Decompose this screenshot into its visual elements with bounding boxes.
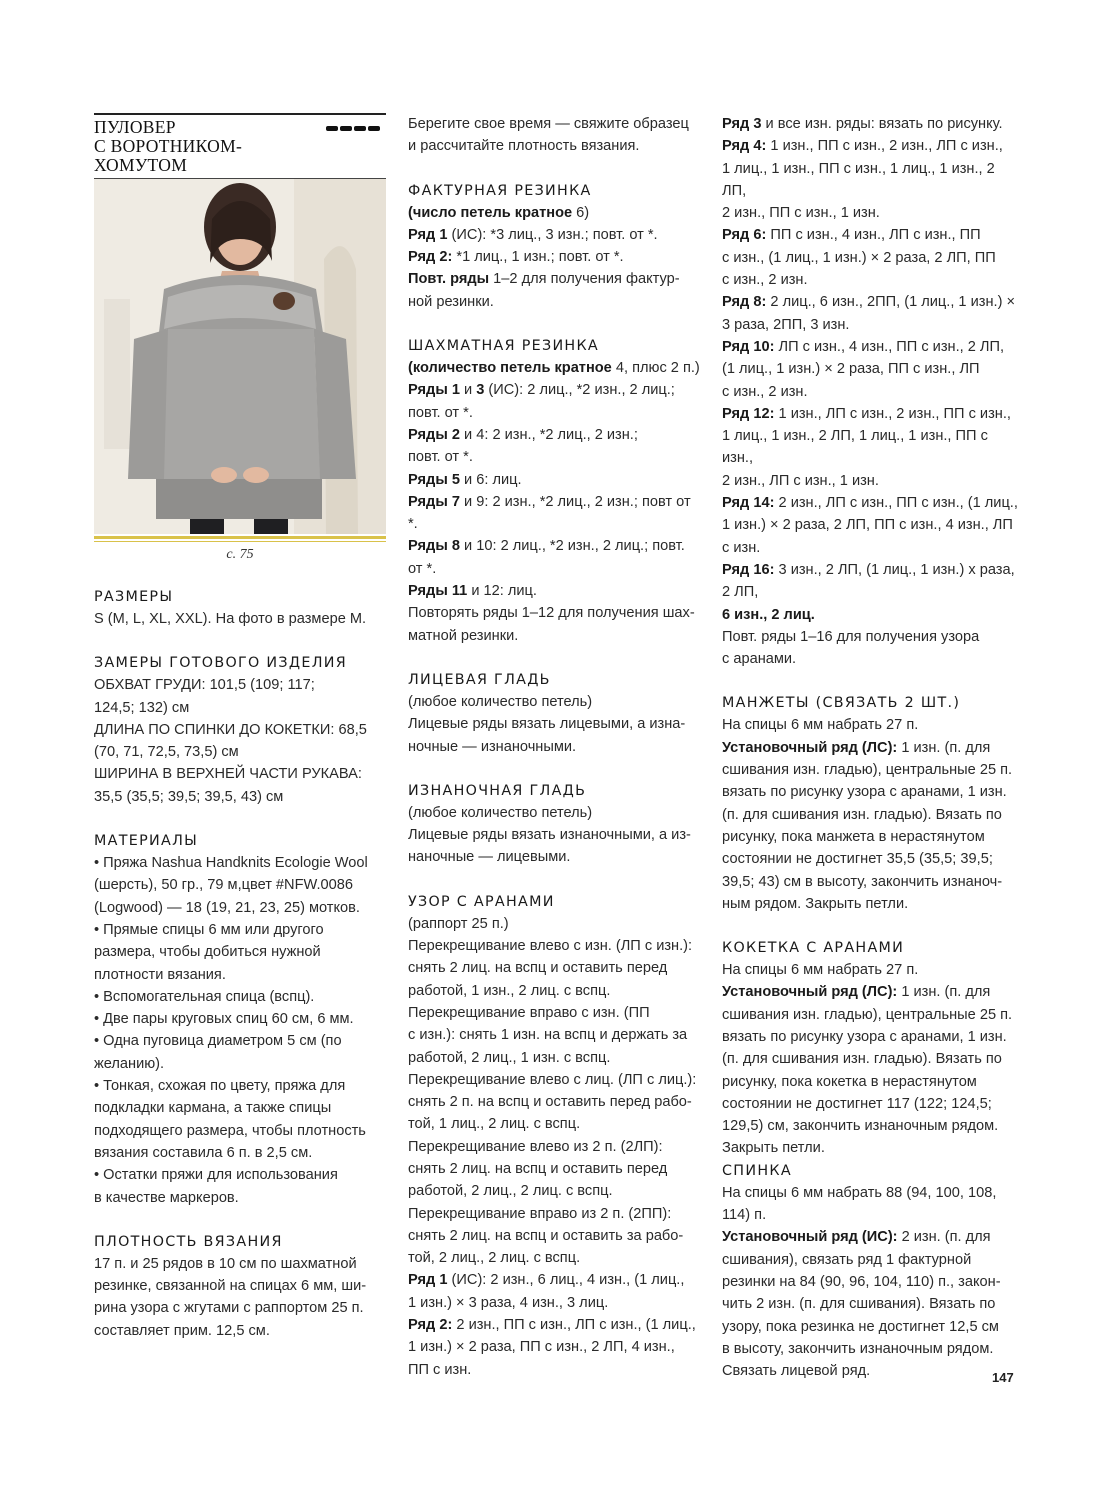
cuffs-line: 39,5; 43) см в высоту, закончить изнаноч- [722, 873, 1003, 890]
cuffs-line: рисунку, пока манжета в нерастянутом [722, 828, 985, 845]
yoke-line: рисунку, пока кокетка в нерастянутом [722, 1073, 977, 1090]
aran-row: 6 изн., 2 лиц. [722, 606, 815, 623]
aran-row: Ряд 4: 1 изн., ПП с изн., 2 изн., ЛП с изн., [722, 138, 1003, 155]
aran-line: (раппорт 25 п.) [408, 915, 509, 932]
aran-line: Перекрещивание влево с изн. (ЛП с изн.): [408, 938, 693, 955]
measurement-line: ДЛИНА ПО СПИНКИ ДО КОКЕТКИ: 68,5 [94, 721, 367, 738]
aran-row: с изн., (1 лиц., 1 изн.) × 2 раза, 2 ЛП, ПП [722, 249, 996, 266]
back-line: На спицы 6 мм набрать 88 (94, 100, 108, [722, 1184, 997, 1201]
textured-rib-heading: ФАКТУРНАЯ РЕЗИНКА [408, 182, 592, 199]
intro-line: Берегите свое время — свяжите образец [408, 116, 689, 132]
sizes-heading: РАЗМЕРЫ [94, 589, 174, 605]
aran-row: ПП с изн. [408, 1361, 472, 1378]
photo-rule-thin [94, 541, 386, 542]
column-right [722, 113, 1018, 1382]
cuffs-line: ным рядом. Закрыть петли. [722, 895, 909, 912]
aran-line: снять 2 лиц. на вспц и оставить перед [408, 1160, 668, 1177]
back-line: узору, пока резинка не достигнет 12,5 см [722, 1318, 999, 1335]
materials-line: плотности вязания. [94, 966, 226, 983]
aran-line: работой, 1 изн., 2 лиц. с вспц. [408, 982, 611, 999]
intro-line: и рассчитайте плотность вязания. [408, 138, 640, 155]
aran-line: снять 2 п. на вспц и оставить перед рабо- [408, 1094, 692, 1111]
measurement-line: (70, 71, 72,5, 73,5) см [94, 744, 239, 761]
gauge-line: составляет прим. 12,5 см. [94, 1322, 270, 1339]
materials-line: • Тонкая, схожая по цвету, пряжа для [94, 1078, 346, 1095]
reverse-line: Лицевые ряды вязать изнаночными, а из- [408, 827, 691, 844]
check-rib-line: Ряды 2 и 4: 2 изн., *2 лиц., 2 изн.; [408, 426, 638, 443]
yoke-line: (п. для сшивания изн. гладью). Вязать по [722, 1051, 1002, 1068]
check-rib-heading: ШАХМАТНАЯ РЕЗИНКА [408, 338, 600, 355]
four-bar-difficulty-icon [326, 126, 380, 131]
aran-row: Ряд 10: ЛП с изн., 4 изн., ПП с изн., 2 ЛП, [722, 338, 1005, 355]
yoke-line: На спицы 6 мм набрать 27 п. [722, 962, 919, 979]
aran-row: с изн. [722, 539, 761, 556]
check-rib-line: (количество петель кратное 4, плюс 2 п.) [408, 360, 700, 377]
aran-heading: УЗОР С АРАНАМИ [408, 893, 555, 910]
materials-line: вязания составила 6 п. в 2,5 см. [94, 1144, 313, 1161]
photo-caption: с. 75 [226, 547, 254, 562]
back-line: Связать лицевой ряд. [722, 1363, 871, 1380]
materials-line: желанию). [94, 1055, 165, 1072]
cuffs-line: Установочный ряд (ЛС): 1 изн. (п. для [722, 739, 991, 756]
check-rib-line: Ряды 1 и 3 (ИС): 2 лиц., *2 изн., 2 лиц.; [408, 382, 675, 399]
check-rib-line: повт. от *. [408, 449, 473, 466]
materials-line: подкладки кармана, а также спицы [94, 1100, 332, 1117]
materials-line: подходящего размера, чтобы плотность [94, 1122, 366, 1139]
materials-line: • Одна пуговица диаметром 5 см (по [94, 1033, 342, 1050]
materials-line: • Прямые спицы 6 мм или другого [94, 921, 324, 938]
aran-row: 2 ЛП, [722, 584, 759, 601]
aran-row: (1 лиц., 1 изн.) × 2 раза, ПП с изн., ЛП [722, 361, 980, 378]
check-rib-line: Ряды 7 и 9: 2 изн., *2 лиц., 2 изн.; повт от *. [408, 493, 691, 533]
back-heading: СПИНКА [722, 1162, 792, 1179]
aran-line: снять 2 лиц. на вспц и оставить перед [408, 960, 668, 977]
page-number: 147 [992, 1370, 1014, 1385]
aran-row: 3 раза, 2ПП, 3 изн. [722, 316, 850, 333]
aran-repeat: с аранами. [722, 651, 797, 668]
aran-line: Перекрещивание вправо с изн. (ПП [408, 1004, 650, 1021]
stockinette-heading: ЛИЦЕВАЯ ГЛАДЬ [408, 671, 551, 688]
aran-line: Перекрещивание вправо из 2 п. (2ПП): [408, 1205, 672, 1222]
aran-row: Ряд 1 (ИС): 2 изн., 6 лиц., 4 изн., (1 лиц., [408, 1272, 685, 1289]
aran-row: 1 изн.) × 3 раза, 4 изн., 3 лиц. [408, 1294, 609, 1311]
check-rib-line: Ряды 8 и 10: 2 лиц., *2 изн., 2 лиц.; повт. от *. [408, 538, 685, 577]
yoke-line: сшивания изн. гладью), центральные 25 п. [722, 1006, 1013, 1023]
materials-line: в качестве маркеров. [94, 1189, 239, 1206]
materials-line: (Logwood) — 18 (19, 21, 23, 25) мотков. [94, 899, 360, 916]
check-rib-line: повт. от *. [408, 404, 473, 421]
reverse-line: наночные — лицевыми. [408, 849, 571, 866]
materials-heading: МАТЕРИАЛЫ [94, 833, 199, 850]
aran-line: Перекрещивание влево с лиц. (ЛП с лиц.): [408, 1071, 697, 1088]
back-line: в высоту, закончить изнаночным рядом. [722, 1340, 994, 1357]
yoke-line: Закрыть петли. [722, 1140, 825, 1157]
aran-line: снять 2 лиц. на вспц и оставить за рабо- [408, 1227, 684, 1244]
materials-line: (шерсть), 50 гр., 79 м,цвет #NFW.0086 [94, 877, 353, 894]
aran-row: Ряд 6: ПП с изн., 4 изн., ЛП с изн., ПП [722, 227, 981, 244]
gauge-heading: ПЛОТНОСТЬ ВЯЗАНИЯ [94, 1233, 283, 1250]
textured-rib-line: Повт. ряды 1–2 для получения фактур- [408, 271, 680, 288]
aran-row: Ряд 16: 3 изн., 2 ЛП, (1 лиц., 1 изн.) х раза, [722, 561, 1015, 578]
gauge-line: рина узора с жгутами с раппортом 25 п. [94, 1300, 364, 1317]
cuffs-heading: МАНЖЕТЫ (СВЯЗАТЬ 2 ШТ.) [722, 695, 961, 712]
cuffs-line: состоянии не достигнет 35,5 (35,5; 39,5; [722, 851, 993, 868]
yoke-line: состоянии не достигнет 117 (122; 124,5; [722, 1095, 992, 1112]
aran-line: работой, 2 лиц., 2 лиц. с вспц. [408, 1183, 613, 1200]
aran-row: Ряд 12: 1 изн., ЛП с изн., 2 изн., ПП с изн., [722, 405, 1011, 422]
back-line: Установочный ряд (ИС): 2 изн. (п. для [722, 1229, 991, 1246]
cuffs-line: На спицы 6 мм набрать 27 п. [722, 717, 919, 734]
stockinette-line: (любое количество петель) [408, 693, 593, 710]
sweater-photo [94, 179, 386, 534]
materials-line: размера, чтобы добиться нужной [94, 944, 321, 961]
aran-line: Перекрещивание влево из 2 п. (2ЛП): [408, 1138, 663, 1155]
reverse-stockinette-heading: ИЗНАНОЧНАЯ ГЛАДЬ [408, 782, 587, 799]
pattern-title: ПУЛОВЕР С ВОРОТНИКОМ- ХОМУТОМ [94, 117, 243, 175]
gauge-line: резинке, связанной на спицах 6 мм, ши- [94, 1278, 367, 1295]
aran-row: 2 изн., ПП с изн., 1 изн. [722, 205, 880, 222]
column-middle [408, 113, 703, 1381]
model-in-grey-cowl-neck-sweater [94, 179, 386, 534]
measurement-line: 35,5 (35,5; 39,5; 39,5, 43) см [94, 788, 284, 805]
aran-row: Ряд 2: 2 изн., ПП с изн., ЛП с изн., (1 лиц., [408, 1317, 696, 1334]
aran-line: работой, 2 лиц., 1 изн. с вспц. [408, 1049, 611, 1066]
materials-line: • Остатки пряжи для использования [94, 1167, 338, 1184]
aran-line: той, 2 лиц., 2 лиц. с вспц. [408, 1250, 581, 1267]
measurement-line: ШИРИНА В ВЕРХНЕЙ ЧАСТИ РУКАВА: [94, 766, 362, 783]
column-left [94, 113, 386, 1342]
cuffs-line: вязать по рисунку узора с аранами, 1 изн. [722, 784, 1007, 801]
cuffs-line: сшивания изн. гладью), центральные 25 п. [722, 762, 1013, 779]
textured-rib-line: Ряд 1 (ИС): *3 лиц., 3 изн.; повт. от *. [408, 226, 658, 243]
gauge-line: 17 п. и 25 рядов в 10 см по шахматной [94, 1255, 357, 1272]
yoke-line: вязать по рисунку узора с аранами, 1 изн. [722, 1028, 1007, 1045]
materials-line: • Пряжа Nashua Handknits Ecologie Wool [94, 855, 368, 872]
aran-row: 1 лиц., 1 изн., 2 ЛП, 1 лиц., 1 изн., ПП с изн., [722, 428, 988, 467]
check-rib-line: Ряды 5 и 6: лиц. [408, 471, 522, 488]
measurements-heading: ЗАМЕРЫ ГОТОВОГО ИЗДЕЛИЯ [94, 655, 347, 672]
textured-rib-line: ной резинки. [408, 293, 494, 310]
yoke-line: Установочный ряд (ЛС): 1 изн. (п. для [722, 984, 991, 1001]
back-line: 114) п. [722, 1207, 767, 1224]
aran-row: Ряд 8: 2 лиц., 6 изн., 2ПП, (1 лиц., 1 изн.) × [722, 294, 1016, 311]
stockinette-line: Лицевые ряды вязать лицевыми, а изна- [408, 716, 686, 733]
measurement-line: ОБХВАТ ГРУДИ: 101,5 (109; 117; [94, 677, 315, 694]
yoke-line: 129,5) см, закончить изнаночным рядом. [722, 1118, 999, 1135]
measurement-line: 124,5; 132) см [94, 699, 190, 716]
title-box [94, 113, 386, 179]
check-rib-line: Повторять ряды 1–12 для получения шах- [408, 605, 695, 622]
aran-row: 1 изн.) × 2 раза, ПП с изн., 2 ЛП, 4 изн., [408, 1339, 675, 1356]
aran-row: 1 лиц., 1 изн., ПП с изн., 1 лиц., 1 изн., 2 ЛП, [722, 160, 995, 199]
materials-line: • Две пары круговых спиц 60 см, 6 мм. [94, 1011, 354, 1028]
photo-rule [94, 536, 386, 539]
stockinette-line: ночные — изнаночными. [408, 738, 577, 755]
aran-row: Ряд 14: 2 изн., ЛП с изн., ПП с изн., (1 лиц., [722, 495, 1018, 512]
aran-repeat: Повт. ряды 1–16 для получения узора [722, 628, 980, 645]
yoke-heading: КОКЕТКА С АРАНАМИ [722, 940, 905, 957]
aran-line: той, 1 лиц., 2 лиц. с вспц. [408, 1116, 581, 1133]
aran-row: с изн., 2 изн. [722, 272, 808, 289]
aran-row: 1 изн.) × 2 раза, 2 ЛП, ПП с изн., 4 изн., ЛП [722, 517, 1013, 534]
aran-line: с изн.): снять 1 изн. на вспц и держать за [408, 1027, 688, 1044]
sizes-text: S (M, L, XL, XXL). На фото в размере М. [94, 611, 367, 627]
cuffs-line: (п. для сшивания изн. гладью). Вязать по [722, 806, 1002, 823]
textured-rib-line: Ряд 2: *1 лиц., 1 изн.; повт. от *. [408, 249, 624, 266]
check-rib-line: матной резинки. [408, 627, 519, 644]
aran-row: с изн., 2 изн. [722, 383, 808, 400]
materials-line: • Вспомогательная спица (вспц). [94, 988, 315, 1005]
back-line: резинки на 84 (90, 96, 104, 110) п., закон- [722, 1273, 1001, 1290]
textured-rib-line: (число петель кратное 6) [408, 204, 590, 221]
aran-row: 2 изн., ЛП с изн., 1 изн. [722, 472, 879, 489]
back-line: чить 2 изн. (п. для сшивания). Вязать по [722, 1296, 996, 1313]
reverse-line: (любое количество петель) [408, 804, 593, 821]
check-rib-line: Ряды 11 и 12: лиц. [408, 583, 537, 600]
back-line: сшивания), связать ряд 1 фактурной [722, 1251, 972, 1268]
aran-row: Ряд 3 и все изн. ряды: вязать по рисунку. [722, 116, 1003, 132]
